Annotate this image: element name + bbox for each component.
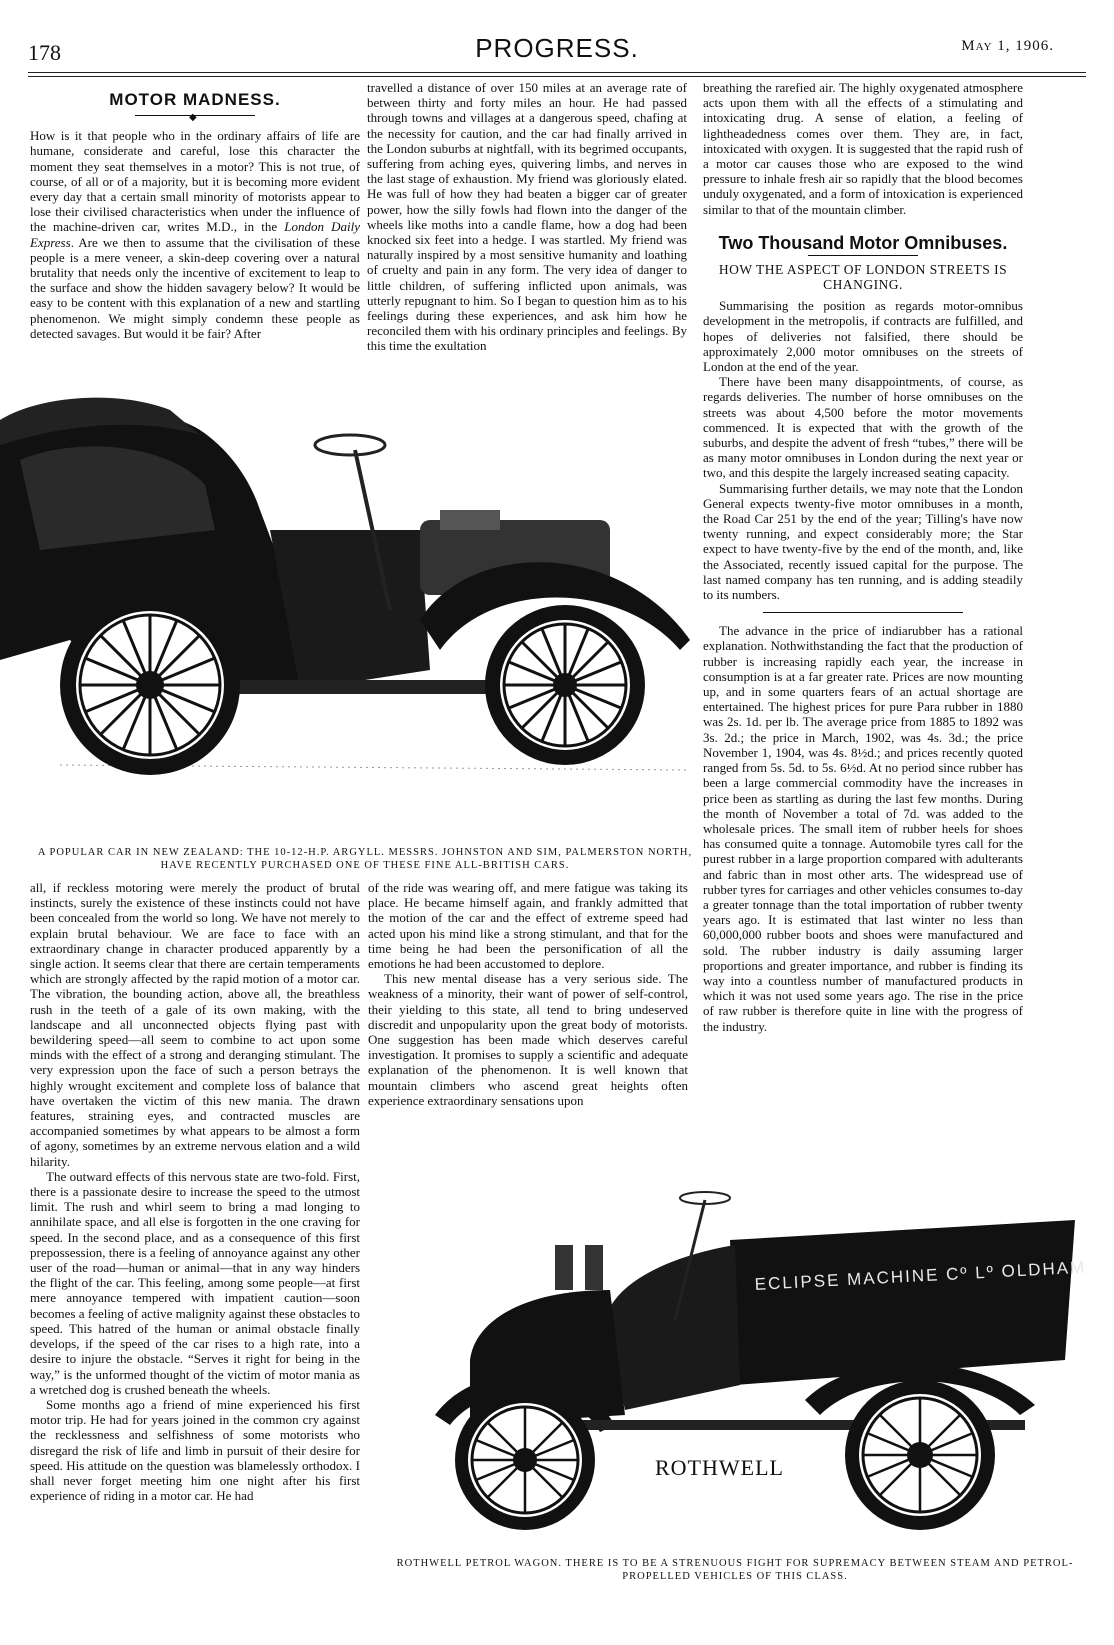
wagon-side-lettering: ECLIPSE MACHINE Cº Lº OLDHAM — [754, 1257, 1087, 1294]
paragraph: breathing the rarefied air. The highly oxygenated atmosphere acts upon them with all the effects of a stimulating and intoxicating drug. A sense of elation, a feeling of lightheadedness comes over them. They are, in fact, intoxicated with oxygen. It is suggested that the rapid rush of a motor car causes those who are exposed to the wind pressure to inhale fresh air so rapidly that the blood becomes unduly oxygenated, and a form of intoxication is experienced similar to that of the mountain climber. — [703, 80, 1023, 217]
wagon-caption: ROTHWELL PETROL WAGON. THERE IS TO BE A STRENUOUS FIGHT FOR SUPREMACY BETWEEN STEAM AND PETROL-PROPELLED VEHICLES OF THIS CLASS. — [396, 1558, 1074, 1582]
page-number: 178 — [28, 40, 61, 65]
paragraph: Summarising the position as regards motor-omnibus development in the metropolis, if contracts are fulfilled, and hopes of deliveries not falsified, there should be approximately 2,000 motor omnibuses on the streets of London at the end of the year. — [703, 298, 1023, 375]
article-motor-madness-col3 — [703, 80, 1023, 217]
issue-date: May 1, 1906. — [961, 38, 1054, 54]
title-rule — [808, 255, 918, 256]
article-title-omnibuses: Two Thousand Motor Omnibuses. — [718, 233, 1008, 253]
paragraph: of the ride was wearing off, and mere fatigue was taking its place. He became himself again, and frankly admitted that the motion of the car and the effect of extreme speed had acted upon his mind like a strong stimulant, and that for the time being he had been the personification of all the emotions he had been accustomed to deplore. — [368, 880, 688, 972]
paragraph: Some months ago a friend of mine experienced his first motor trip. He had for years joined in the common cry against the recklessness and selfishness of some motorists who disregard the risk of life and limb in pursuit of their desire for speed. His attitude on the question was blamelessly orthodox. I shall never forget meeting him one night after his first experience of riding in a motor car. He had — [30, 1396, 360, 1504]
article-title-motor-madness: MOTOR MADNESS. — [109, 90, 281, 109]
wagon-name-plate: ROTHWELL — [655, 1455, 784, 1480]
article-motor-madness-lower-col1 — [30, 880, 360, 1503]
article-motor-madness-col1 — [30, 92, 360, 341]
paragraph: This new mental disease has a very serious side. The weakness of a minority, their want of power of self-control, their yielding to this state, all tend to bring undeserved discredit and unpopularity upon the great body of motorists. One suggestion has been made which deserves careful investigation. It promises to supply a scientific and adequate explanation of the phenomenon. It is well known that mountain climbers who ascend great heights often experience extraordinary sensations upon — [368, 971, 688, 1108]
argyll-car-illustration — [0, 390, 700, 810]
article-motor-madness-col2 — [367, 80, 687, 354]
section-rule — [763, 612, 963, 613]
article-motor-madness-lower-col2 — [368, 880, 688, 1108]
paragraph: Summarising further details, we may note that the London General expects twenty-five motor omnibuses in a month, the Road Car 251 by the end of the year; Tilling's have now twenty running, and expect considerably more; the Star expect to have twenty-five by the end of the month, and, like the Associated, recently issued capital for the purpose. The last named company has ten running, and is adding steadily to its numbers. — [703, 480, 1023, 603]
article-subtitle: HOW THE ASPECT OF LONDON STREETS IS CHANGING. — [718, 262, 1008, 293]
rothwell-wagon-illustration — [375, 1170, 1095, 1550]
paragraph: The outward effects of this nervous state are two-fold. First, there is a passionate desire to increase the speed to the utmost limit. The rush and whirl seem to bring a mad longing to annihilate space, and all else is forgotten in the one craving for speed. In the second place, and as a consequence of this first prepossession, there is a feeling of annoyance against any other user of the road—human or animal—that in any way hinders the flight of the car. This feeling, among some people—at first mere annoyance tempered with impatient caution—soon becomes a feeling of active malignity against these obstacles to speed. This hatred of the human or animal obstacle finally develops, if the speed of the car rises to a high rate, into a desire to injure the obstacle. “Serves it right for being in the way,” is the unformed thought of the victim of motor mania as a wretched dog is crushed beneath the wheels. — [30, 1168, 360, 1397]
title-ornament: ◆ — [135, 115, 255, 116]
header-rule — [28, 72, 1086, 73]
car-caption: A POPULAR CAR IN NEW ZEALAND: THE 10-12-H.P. ARGYLL. MESSRS. JOHNSTON AND SIM, PALMERSTON NORTH, HAVE RECENTLY PURCHASED ONE OF THESE FINE ALL-BRITISH CARS. — [37, 847, 693, 871]
paragraph: There have been many disappointments, of course, as regards deliveries. The number of horse omnibuses on the streets was about 4,500 before the motor movements commenced. It is expected that with the growth of the suburbs, and despite the advent of fresh “tubes,” there will be as many motor omnibuses in London during the next year or two, and this despite the largely increased seating capacity. — [703, 374, 1023, 481]
header-rule-thin — [28, 76, 1086, 77]
paragraph: The advance in the price of indiarubber has a rational explanation. Nothwithstanding the fact that the production of rubber is increasing rapidly each year, the increase in consumption is at a far greater rate. Prices are now mounting up, and in some quarters fears of an actual shortage are entertained. The highest prices for pure Para rubber in 1880 was 2s. 1d. per lb. The average price from 1885 to 1892 was 3s. 2d.; the price in March, 1902, was 4s. 3d.; the price November 1, 1904, was 4s. 8½d.; and prices recently quoted ranged from 5s. 5d. to 5s. 6½d. At no period since rubber has been a large commercial commodity have the increases in price been as startling as during the last few months. During the month of November a total of 7d. was added to the wholesale prices. The small item of rubber heels for shoes has consumed quite a tonnage. Automobile tyres call for the purest rubber in a large proportion compared with adulterants and fabric than in most other arts. The widespread use of rubber tyres for carriages and other vehicles consumes to-day a greater tonnage than the total importation of rubber twenty years ago. It is estimated that last winter no less than 60,000,000 rubber boots and shoes were manufactured and sold. The rubber industry is daily assuming larger proportions and greater importance, and rubber is finding its way into a countless number of manufactured products in which it was not used some years ago. The rise in the price of raw rubber is therefore quite in line with the progress of the industry. — [703, 623, 1023, 1034]
paragraph: How is it that people who in the ordinary affairs of life are humane, considerate and careful, lose this character the moment they seat themselves in a motor? This is not true, of course, of all or of a majority, but it is becoming more evident every day that a certain small minority of motorists appear to lose their civilised characteristics when under the influence of the machine-driven car, writes M.D., in the London Daily Express. Are we then to assume that the civilisation of these people is a mere veneer, a skin-deep covering over a natural brutality that needs only the incentive of excitement to leap to the surface and show the hidden savagery below? It would be easy to be content with this explanation of a new and startling phenomenon. We might simply condemn these people as detected savages. But would it be fair? After — [30, 128, 361, 341]
paragraph: all, if reckless motoring were merely the product of brutal instincts, surely the existence of these instincts could not have been concealed from the world so long. We have not merely to explain brutal behaviour. We are face to face with an extraordinary change in character produced apparently by a single action. It seems clear that there are certain temperaments which are strongly affected by the rapid motion of a motor car. The vibration, the bounding action, above all, the breathless rush in the teeth of a gale of its own making, with the landscape and all unconnected objects flying past with bewildering speed—all seem to combine to act upon some minds with the effect of a strong and deranging stimulant. The very expression upon the face of such a person betrays the highly wrought excitement and complete loss of balance that have overtaken the victim of this new mania. The drawn features, straining eyes, and contracted muscles are accompanied sometimes by what appears to be almost a form of agony, sometimes by an extreme nervous elation and a wild hilarity. — [30, 880, 360, 1169]
article-motor-omnibuses — [703, 233, 1023, 1034]
paragraph: travelled a distance of over 150 miles at an average rate of between thirty and forty miles an hour. He had passed through towns and villages at a dangerous speed, chafing at the necessity for caution, and the car had finally arrived in the London suburbs at nightfall, with its begrimed occupants, suffering from aching eyes, quivering limbs, and nerves in the last stage of exhaustion. My friend was gloriously elated. He was full of how they had beaten a bigger car of greater power, how the silly fowls had flown into the danger of the wheels like moths into a candle flame, how a dog had been knocked six feet into a hedge. I was startled. My friend was naturally inspired by a most sensitive humanity and loathing of cruelty and pain in any form. The very idea of danger to little children, of suffering inflicted upon animals, was utterly repugnant to him. So I began to question him as to his feelings during these experiences, and ask him how he reconciled them with his ordinary principles and feelings. By this time the exultation — [367, 80, 687, 354]
masthead: PROGRESS. — [475, 33, 639, 63]
